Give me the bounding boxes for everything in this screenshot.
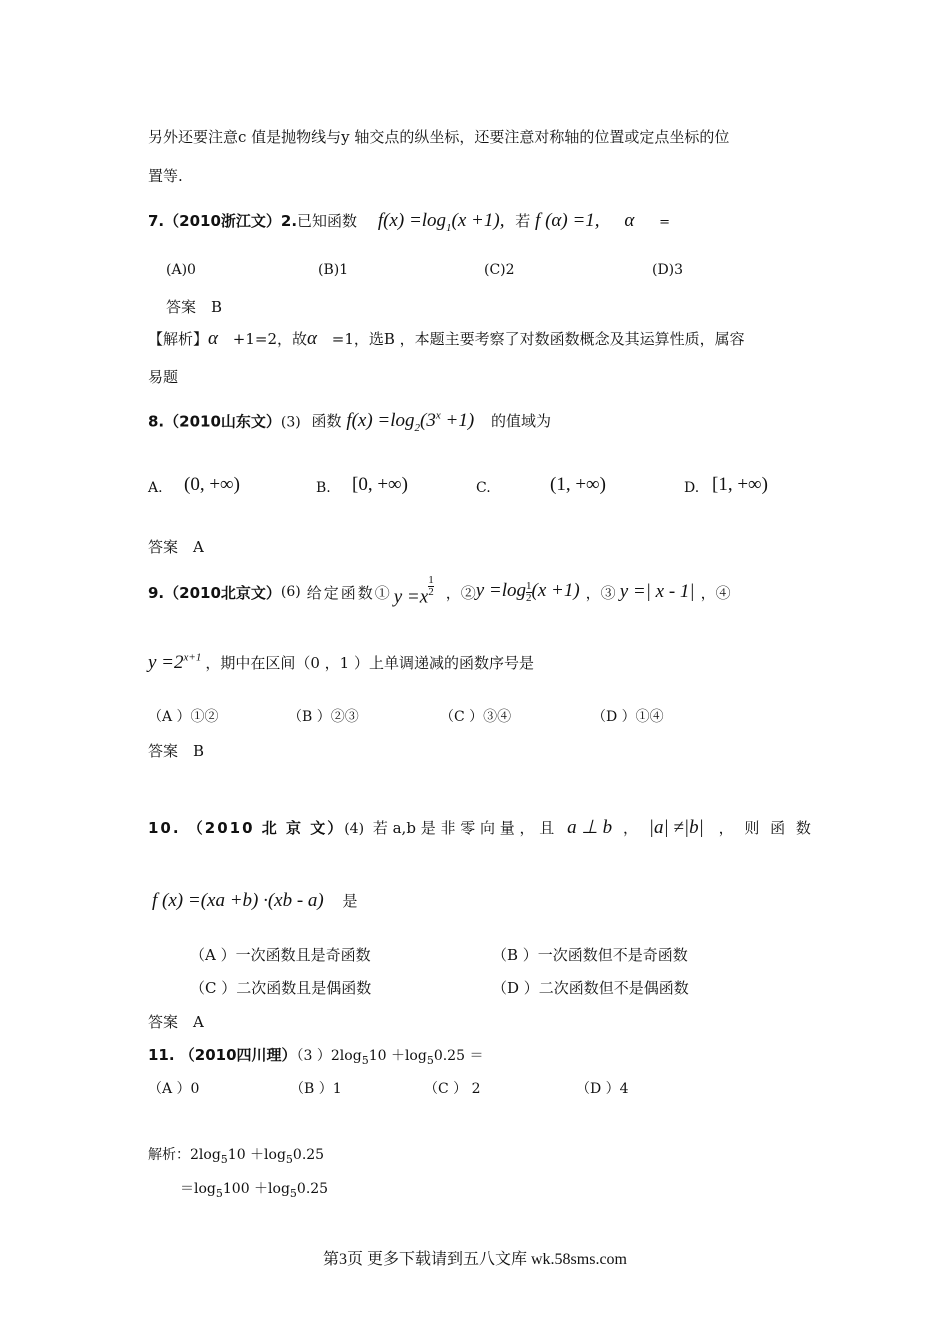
q7-option-b: (B)1	[318, 262, 349, 278]
q8-option-c-label: C.	[476, 480, 491, 496]
question-11-label: 11. （2010四川理）	[148, 1046, 297, 1064]
q8-option-b-label: B.	[316, 480, 331, 496]
q9-function-4: $y =2^{x+1}$	[148, 652, 202, 674]
q8-formula: $f(x) =\log_2(3^x +1)$	[346, 410, 475, 435]
q10-option-b: （B ）一次函数但不是奇函数	[492, 946, 688, 964]
q9-option-a: （A ）①②	[148, 709, 219, 725]
intro-line-1: 另外还要注意c 值是抛物线与y 轴交点的纵坐标，还要注意对称轴的位置或定点坐标的位	[148, 128, 730, 146]
question-9-label: 9.（2010北京文）	[148, 583, 281, 602]
q8-option-a-label: A.	[148, 480, 163, 496]
q9-option-b: （B ）②③	[288, 709, 359, 725]
q11-solution-line-2: $=\log_5100 +\log_50.25$	[180, 1181, 329, 1200]
q8-option-b-value: [0, +∞)	[352, 474, 408, 495]
q8-option-d-value: [1, +∞)	[712, 474, 768, 495]
intro-line-2: 置等.	[148, 167, 183, 185]
q9-option-c: （C ）③④	[440, 709, 512, 725]
q10-abs: |a| ≠|b|	[648, 817, 704, 838]
q11-option-a: （A ）0	[148, 1081, 200, 1097]
q10-formula-line: f (x) =(xa +b) ·(xb - a) 是	[152, 890, 358, 911]
q8-option-a-value: (0, +∞)	[184, 474, 240, 495]
question-9-stem: 9.（2010北京文） (6) 给定函数① y =x $\frac{1}{2}$ ，② y =log $\frac{1}{2}$ (x +1) ，③ y =| x - 1| ，④	[148, 574, 731, 608]
q9-function-2: y =log $\frac{1}{2}$ (x +1)	[475, 579, 580, 604]
q8-answer: 答案 A	[148, 538, 204, 556]
q11-option-c: （C ） 2	[424, 1081, 481, 1097]
q7-option-c: (C)2	[484, 262, 515, 278]
q7-option-a: (A)0	[166, 262, 196, 278]
q11-solution-line-1: 解析：$2\log_510 +\log_50.25$	[148, 1147, 325, 1166]
q7-formula: $f(x) =\log_1(x +1)$,	[377, 210, 505, 234]
q9-option-d: （D ）①④	[592, 709, 664, 725]
q10-formula: f (x) =(xa +b) ·(xb - a)	[152, 890, 324, 911]
q11-option-b: （B ）1	[290, 1081, 342, 1097]
q7-option-d: (D)3	[652, 262, 684, 278]
q10-option-a: （A ）一次函数且是奇函数	[190, 946, 371, 964]
question-11-stem: 11. （2010四川理）（3 ）$2\log_510 +\log_50.25$ ＝	[148, 1046, 484, 1067]
question-10-label: 10. （2010 北 京 文）	[148, 819, 345, 837]
q9-function-1: y =x $\frac{1}{2}$	[393, 574, 434, 608]
question-7-stem: 7.（2010浙江文）2.已知函数 $f(x) =\log_1(x +1)$, 若 f (α) =1, α =	[148, 210, 670, 234]
question-7-label: 7.（2010浙江文）2.	[148, 212, 298, 230]
q7-formula-2: f (α) =1,	[535, 210, 600, 231]
q10-perp: a ⊥ b	[567, 817, 613, 838]
q7-analysis-line-2: 易题	[148, 368, 179, 386]
q10-option-c: （C ）二次函数且是偶函数	[190, 979, 372, 997]
question-8-label: 8.（2010山东文）	[148, 412, 281, 431]
question-10-stem: 10. （2010 北 京 文）(4) 若 a,b 是 非 零 向 量 ， 且 a ⊥ b ， |a| ≠|b| ， 则 函 数	[148, 817, 814, 838]
q9-answer: 答案 B	[148, 742, 205, 760]
question-8-stem: 8.（2010山东文）(3) 函数 $f(x) =\log_2(3^x +1)$ 的值域为	[148, 410, 551, 435]
q11-option-d: （D ）4	[576, 1081, 629, 1097]
q8-option-d-label: D.	[684, 480, 700, 496]
q9-function-3: y =| x - 1|	[619, 581, 695, 602]
question-7-text: 已知函数	[297, 212, 358, 230]
page-footer: 第3页 更多下载请到五八文库 wk.58sms.com	[322, 1251, 627, 1268]
q8-option-c-value: (1, +∞)	[550, 474, 606, 495]
q10-answer: 答案 A	[148, 1013, 204, 1031]
q10-option-d: （D ）二次函数但不是偶函数	[492, 979, 689, 997]
q7-analysis: 【解析】α +1=2，故α =1，选B ，本题主要考察了对数函数概念及其运算性质，属容	[148, 328, 745, 349]
q7-alpha: α	[624, 210, 635, 231]
q7-answer: 答案 B	[166, 298, 223, 316]
question-9-stem-2: $y =2^{x+1}$ ，期中在区间（0 ，1 ）上单调递减的函数序号是	[148, 652, 534, 674]
